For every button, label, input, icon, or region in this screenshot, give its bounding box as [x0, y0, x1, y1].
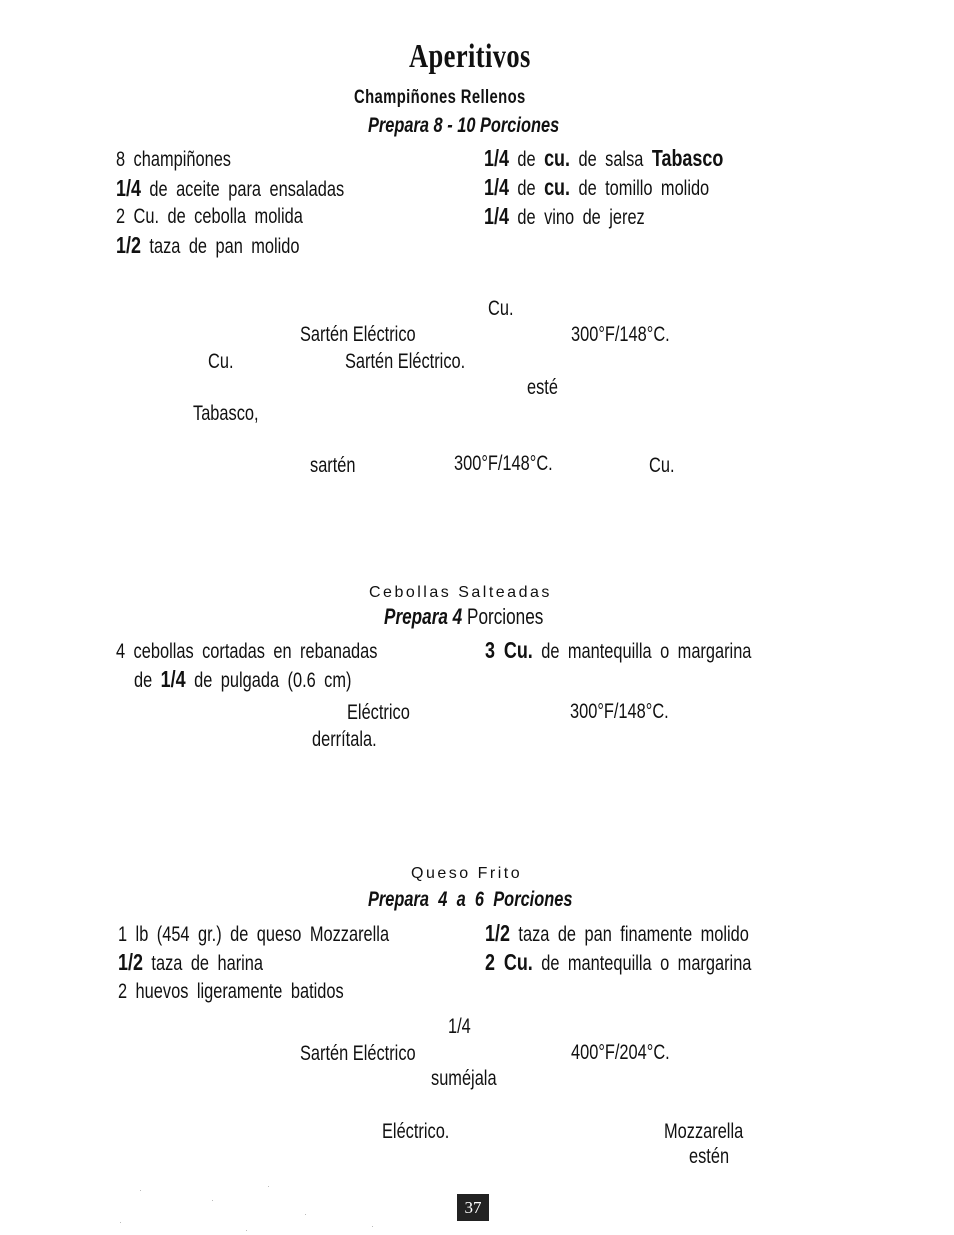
ingredient-line: de 1/4 de pulgada (0.6 cm)	[134, 666, 352, 692]
text-fragment: suméjala	[431, 1067, 497, 1090]
text-fragment: Mozzarella	[664, 1120, 744, 1143]
text-fragment: Cu.	[208, 350, 234, 373]
text-fragment: 400°F/204°C.	[571, 1041, 670, 1064]
ingredient-line: 1/4 de vino de jerez	[484, 203, 645, 229]
ingredient-line: 1 lb (454 gr.) de queso Mozzarella	[118, 923, 390, 946]
ingredient-line: 4 cebollas cortadas en rebanadas	[116, 640, 378, 663]
text-fragment: Cu.	[649, 454, 675, 477]
text-fragment: Sartén Eléctrico	[300, 1042, 416, 1065]
text-fragment: Eléctrico	[347, 701, 410, 724]
ingredient-line: 2 Cu. de cebolla molida	[116, 205, 303, 228]
ingredient-line: 1/2 taza de pan finamente molido	[485, 920, 749, 946]
recipe-title: Champiñones Rellenos	[354, 87, 526, 108]
text-fragment: esté	[527, 376, 558, 399]
ingredient-line: 1/4 de cu. de tomillo molido	[484, 174, 710, 200]
text-fragment: 300°F/148°C.	[454, 452, 553, 475]
ingredient-line: 1/4 de aceite para ensaladas	[116, 175, 345, 201]
recipe-yield: Prepara 4 a 6 Porciones	[368, 888, 573, 911]
ingredient-line: 1/2 taza de pan molido	[116, 232, 300, 258]
ingredient-line: 2 huevos ligeramente batidos	[118, 980, 344, 1003]
ingredient-line: 2 Cu. de mantequilla o margarina	[485, 949, 752, 975]
recipe-yield: Prepara 8 - 10 Porciones	[368, 114, 560, 137]
text-fragment: 300°F/148°C.	[570, 700, 669, 723]
ingredient-line: 1/4 de cu. de salsa Tabasco	[484, 145, 724, 171]
ingredient-line: 3 Cu. de mantequilla o margarina	[485, 637, 752, 663]
recipe-title: Queso Frito	[411, 865, 523, 882]
text-fragment: Eléctrico.	[382, 1120, 450, 1143]
recipe-title: Cebollas Salteadas	[369, 584, 552, 601]
text-fragment: estén	[689, 1145, 730, 1168]
page-title: Aperitivos	[409, 38, 531, 75]
text-fragment: Sartén Eléctrico.	[345, 350, 466, 373]
ingredient-line: 1/2 taza de harina	[118, 949, 264, 975]
page-number: 37	[457, 1194, 489, 1221]
text-fragment: derrítala.	[312, 728, 377, 751]
text-fragment: Sartén Eléctrico	[300, 323, 416, 346]
text-fragment: 300°F/148°C.	[571, 323, 670, 346]
text-fragment: Tabasco,	[193, 402, 259, 425]
ingredient-line: 8 champiñones	[116, 148, 232, 171]
text-fragment: sartén	[310, 454, 356, 477]
text-fragment: Cu.	[488, 297, 514, 320]
text-fragment: 1/4	[448, 1015, 471, 1038]
recipe-yield: Prepara 4 Porciones	[384, 604, 544, 629]
